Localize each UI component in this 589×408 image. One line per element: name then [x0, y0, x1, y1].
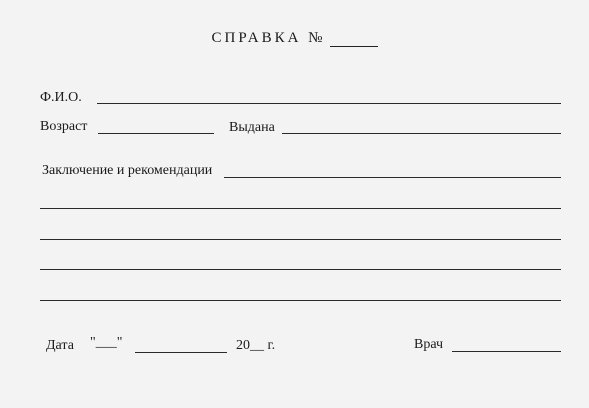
- issued-label: Выдана: [229, 120, 275, 135]
- date-label: Дата: [46, 338, 74, 353]
- doctor-signature-field[interactable]: [452, 351, 561, 352]
- issued-field[interactable]: [282, 133, 561, 134]
- age-field[interactable]: [98, 133, 214, 134]
- doctor-label: Врач: [414, 337, 444, 352]
- form-title-text: СПРАВКА №: [211, 30, 326, 46]
- age-label: Возраст: [40, 119, 88, 134]
- conclusion-field-1[interactable]: [224, 177, 561, 178]
- date-year-field[interactable]: 20__ г.: [236, 338, 276, 353]
- conclusion-label: Заключение и рекомендации: [42, 163, 213, 178]
- fio-label: Ф.И.О.: [40, 90, 82, 105]
- fio-field[interactable]: [97, 103, 561, 104]
- date-month-field[interactable]: [135, 352, 227, 353]
- certificate-number-field[interactable]: [330, 34, 378, 47]
- conclusion-field-2[interactable]: [40, 208, 561, 209]
- conclusion-field-4[interactable]: [40, 269, 561, 270]
- date-day-field[interactable]: "___": [90, 335, 123, 350]
- conclusion-field-3[interactable]: [40, 239, 561, 240]
- conclusion-field-5[interactable]: [40, 300, 561, 301]
- form-title: [0, 30, 589, 47]
